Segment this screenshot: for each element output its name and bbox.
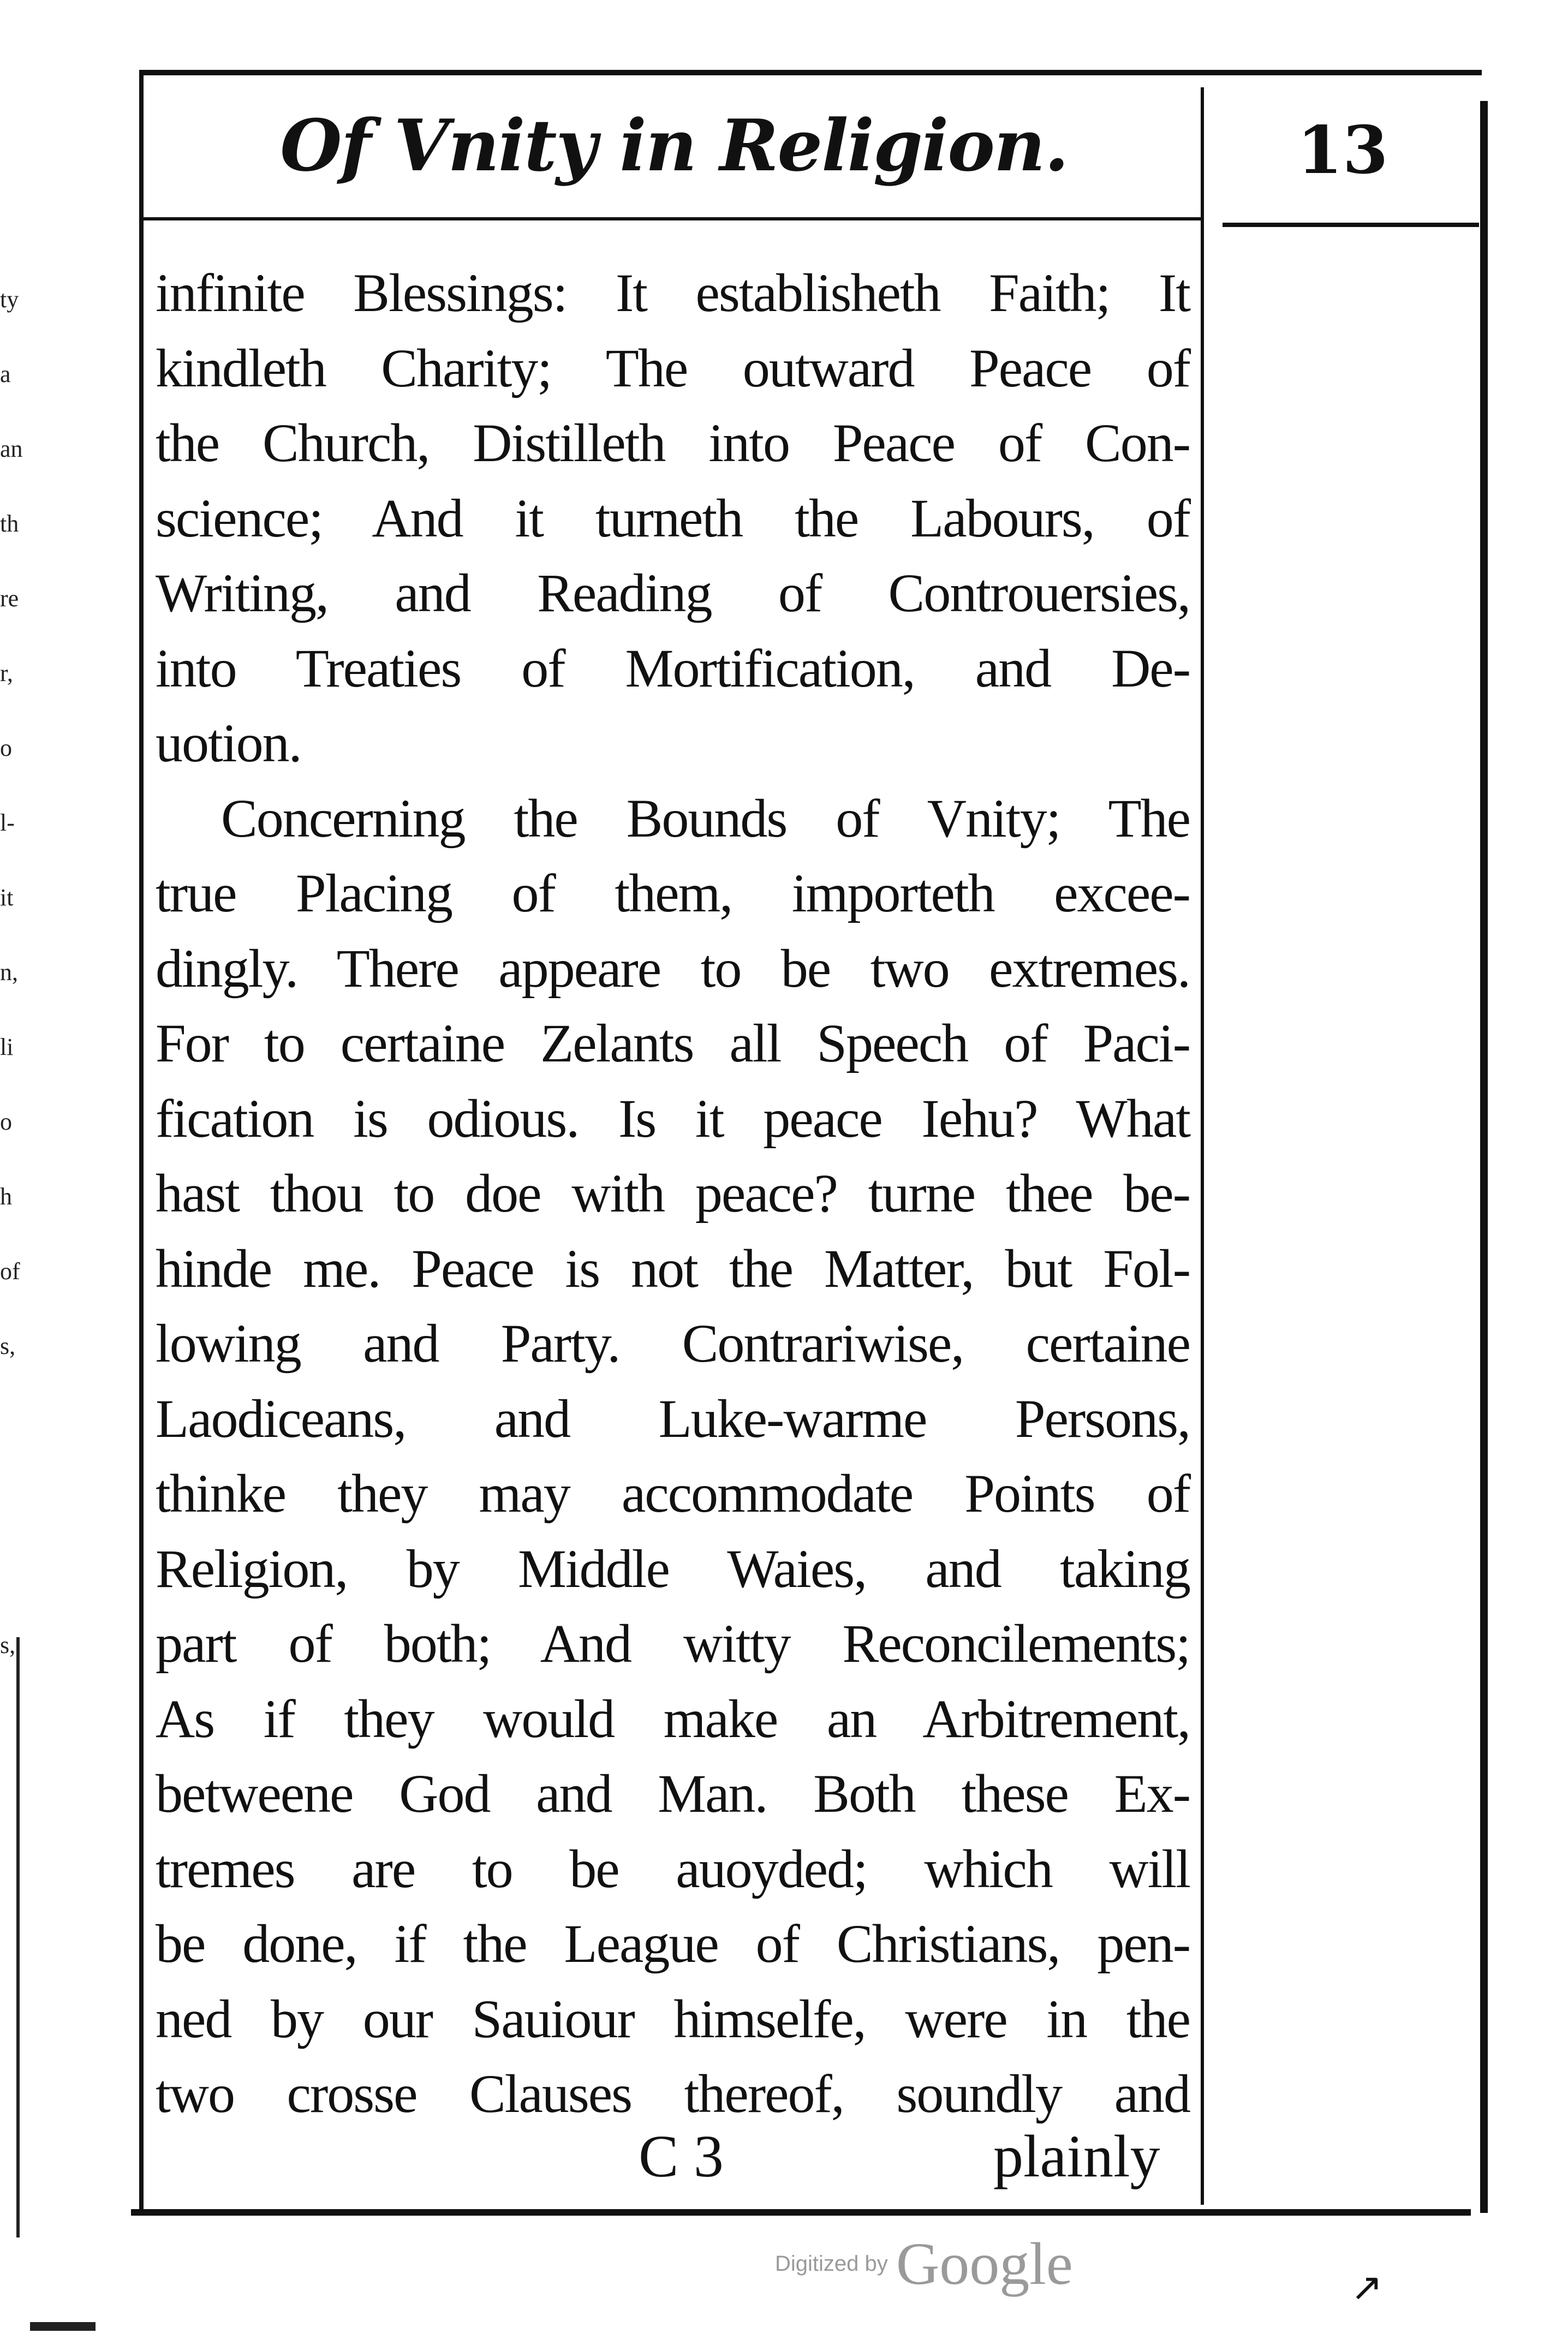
text-line: science; And it turneth the Labours, of <box>156 487 1190 548</box>
text-line: As if they would make an Arbitrement, <box>156 1688 1190 1749</box>
text-line: Laodiceans, and Luke-warme Persons, <box>156 1388 1190 1449</box>
watermark-small-text: Digitized by <box>775 2252 888 2276</box>
text-line: Writing, and Reading of Controuersies, <box>156 563 1190 623</box>
text-line: dingly. There appeare to be two extremes. <box>156 938 1190 999</box>
facing-page-fragment: n, <box>0 959 18 986</box>
facing-page-fragment: of <box>0 1258 20 1285</box>
text-line: tremes are to be auoyded; which will <box>156 1838 1190 1899</box>
facing-page-fragment: th <box>0 510 19 537</box>
text-line: hinde me. Peace is not the Matter, but Fol- <box>156 1238 1190 1299</box>
text-line: ned by our Sauiour himselfe, were in the <box>156 1988 1190 2049</box>
text-line: into Treaties of Mortification, and De- <box>156 637 1190 699</box>
text-line: Concerning the Bounds of Vnity; The <box>221 787 1190 849</box>
margin-header-rule <box>1223 223 1479 227</box>
facing-page-fragment: r, <box>0 660 13 687</box>
text-line: Religion, by Middle Waies, and taking <box>156 1538 1190 1599</box>
facing-page-fragment: h <box>0 1183 12 1210</box>
facing-page-fragment: s, <box>0 1333 16 1359</box>
stray-ink-bar <box>30 2322 96 2331</box>
text-line: infinite Blessings: It establisheth Faith; It <box>156 262 1190 323</box>
facing-page-edge <box>0 262 33 1658</box>
watermark-brand: Google <box>896 2230 1073 2297</box>
facing-page-fragment <box>0 1383 33 1458</box>
signature-mark: C 3 <box>639 2123 724 2189</box>
text-line: two crosse Clauses thereof, soundly and <box>156 2063 1190 2124</box>
frame-bottom-rule <box>131 2209 1471 2216</box>
facing-page-edge-line <box>16 1637 20 2237</box>
facing-page-fragment: s, <box>0 1632 16 1658</box>
facing-page-fragment: o <box>0 735 12 761</box>
header-rule <box>139 217 1201 220</box>
facing-page-fragment: ty <box>0 286 19 313</box>
text-line: true Placing of them, importeth excee- <box>156 863 1190 923</box>
frame-right-rule <box>1480 101 1488 2213</box>
facing-page-fragment: a <box>0 361 11 387</box>
text-line: part of both; And witty Reconcilements; <box>156 1613 1190 1674</box>
facing-page-fragment <box>0 1533 33 1608</box>
frame-top-rule <box>139 70 1482 75</box>
text-line: the Church, Distilleth into Peace of Con- <box>156 413 1190 473</box>
text-line: kindleth Charity; The outward Peace of <box>156 337 1190 398</box>
facing-page-fragment: li <box>0 1034 14 1060</box>
facing-page-fragment: l- <box>0 809 15 836</box>
text-line: be done, if the League of Christians, pen- <box>156 1913 1190 1974</box>
facing-page-fragment: o <box>0 1108 12 1135</box>
text-line: For to certaine Zelants all Speech of Paci- <box>156 1013 1190 1073</box>
digitized-watermark <box>775 2229 1073 2306</box>
text-line: fication is odious. Is it peace Iehu? What <box>156 1088 1190 1149</box>
catchword: plainly <box>993 2123 1160 2189</box>
frame-left-rule <box>139 70 144 2212</box>
margin-divider-rule <box>1201 87 1204 2205</box>
text-line: thinke they may accommodate Points of <box>156 1463 1190 1524</box>
text-line: uotion. <box>156 713 301 773</box>
facing-page-fragment: an <box>0 435 23 462</box>
running-head: Of Vnity in Religion. <box>280 104 1068 187</box>
stray-mark: ↗ <box>1351 2267 1383 2309</box>
text-line: hast thou to doe with peace? turne thee be- <box>156 1163 1190 1224</box>
facing-page-fragment: it <box>0 884 14 911</box>
page-number: 13 <box>1297 112 1388 189</box>
body-text <box>156 255 1190 2132</box>
facing-page-fragment <box>0 1458 33 1533</box>
text-line: lowing and Party. Contrariwise, certaine <box>156 1313 1190 1374</box>
facing-page-fragment: re <box>0 585 19 612</box>
text-line: betweene God and Man. Both these Ex- <box>156 1763 1190 1824</box>
